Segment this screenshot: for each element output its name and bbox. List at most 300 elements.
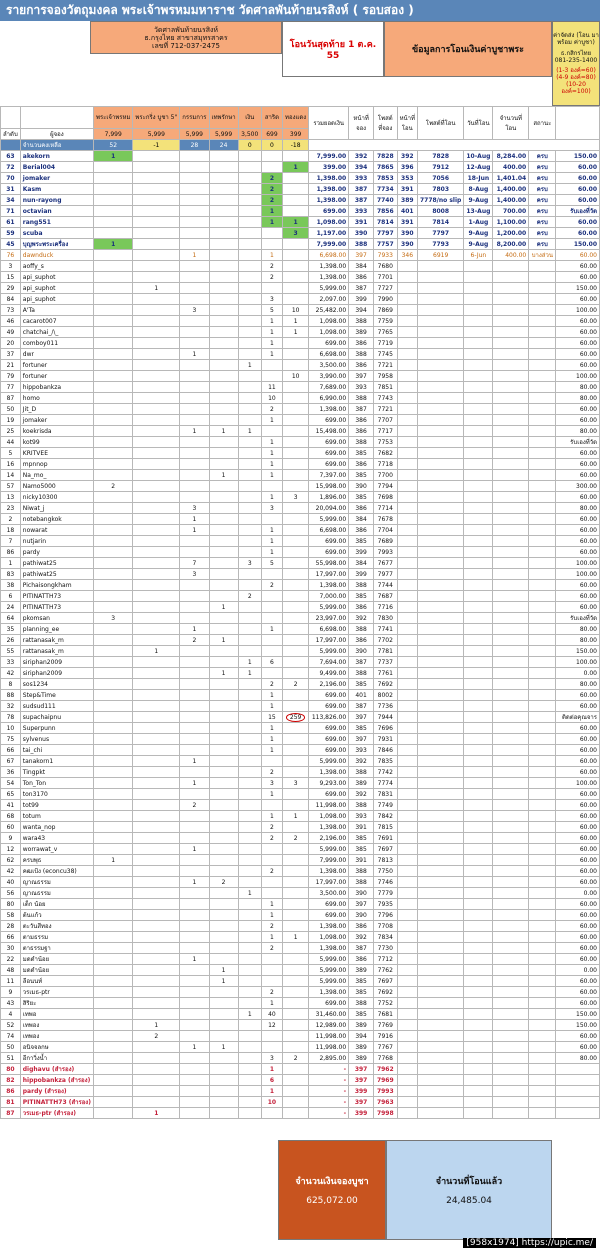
transfer-post	[417, 1108, 463, 1119]
quantity-cell: 2	[283, 679, 309, 690]
row-number: 84	[1, 294, 21, 305]
product-remaining: 52	[93, 140, 132, 151]
quantity-cell	[93, 184, 132, 195]
booker-name: pathiwat25	[20, 569, 93, 580]
booking-page: 397	[349, 371, 374, 382]
booking-page: 387	[349, 184, 374, 195]
shipping-fee: ติดต่อคุณจาร	[556, 712, 600, 723]
quantity-cell	[283, 800, 309, 811]
booker-name: notebangkok	[20, 514, 93, 525]
quantity-cell	[238, 151, 261, 162]
booker-name: Superpunn	[20, 723, 93, 734]
transfer-status	[529, 492, 556, 503]
transfer-amount	[493, 404, 529, 415]
row-number: 45	[1, 239, 21, 250]
total-amount: 699.00	[309, 734, 349, 745]
quantity-cell: 2	[261, 921, 282, 932]
transfer-page	[397, 591, 417, 602]
transfer-page	[397, 558, 417, 569]
quantity-cell	[283, 448, 309, 459]
shipping-fee: 100.00	[556, 305, 600, 316]
transfer-status	[529, 954, 556, 965]
table-row	[1, 261, 600, 272]
transfer-page	[397, 844, 417, 855]
transfer-status	[529, 723, 556, 734]
quantity-cell	[238, 899, 261, 910]
quantity-cell: 2	[180, 635, 209, 646]
quantity-cell	[180, 1064, 209, 1075]
quantity-cell	[209, 1053, 238, 1064]
shipping-fee: 60.00	[556, 327, 600, 338]
transfer-post	[417, 866, 463, 877]
booking-post: 7708	[374, 921, 398, 932]
transfer-post	[417, 283, 463, 294]
row-number: 25	[1, 426, 21, 437]
booker-name: sylvenus	[20, 734, 93, 745]
quantity-cell	[133, 767, 180, 778]
transfer-post	[417, 723, 463, 734]
quantity-cell	[180, 404, 209, 415]
quantity-cell: 2	[261, 173, 282, 184]
quantity-cell	[283, 690, 309, 701]
transferred-value: 24,485.04	[446, 1196, 492, 1206]
transfer-status	[529, 404, 556, 415]
transfer-status: ครบ	[529, 184, 556, 195]
transfer-status	[529, 613, 556, 624]
quantity-cell	[209, 591, 238, 602]
booking-page: 387	[349, 195, 374, 206]
booker-name: ญาณธรรม	[20, 888, 93, 899]
quantity-cell	[180, 360, 209, 371]
quantity-cell	[133, 965, 180, 976]
booker-name: เทพอง	[20, 1020, 93, 1031]
transfer-amount	[493, 514, 529, 525]
booking-page: 390	[349, 646, 374, 657]
transfer-date	[464, 327, 493, 338]
row-number: 88	[1, 690, 21, 701]
transfer-date	[464, 844, 493, 855]
quantity-cell	[93, 1031, 132, 1042]
quantity-cell	[209, 338, 238, 349]
booker-name: Tingpkt	[20, 767, 93, 778]
total-amount: 1,398.00	[309, 173, 349, 184]
transfer-post	[417, 404, 463, 415]
shipping-fee: 100.00	[556, 558, 600, 569]
booking-page: 394	[349, 162, 374, 173]
transfer-status	[529, 987, 556, 998]
booking-page: 397	[349, 1064, 374, 1075]
transfer-status	[529, 283, 556, 294]
booking-post: 7963	[374, 1097, 398, 1108]
quantity-cell	[180, 855, 209, 866]
booker-name: octavian	[20, 206, 93, 217]
quantity-cell	[209, 261, 238, 272]
shipping-fee: 60.00	[556, 899, 600, 910]
quantity-cell	[180, 415, 209, 426]
row-number: 87	[1, 1108, 21, 1119]
table-row	[1, 668, 600, 679]
transfer-date	[464, 547, 493, 558]
quantity-cell	[180, 327, 209, 338]
product-name: สาริด	[261, 107, 282, 129]
transfer-amount	[493, 1086, 529, 1097]
quantity-cell	[238, 1097, 261, 1108]
quantity-cell	[180, 987, 209, 998]
booking-post: 7707	[374, 415, 398, 426]
table-row	[1, 459, 600, 470]
shipping-fee: 80.00	[556, 635, 600, 646]
booking-post: 7697	[374, 844, 398, 855]
shipping-fee: 60.00	[556, 162, 600, 173]
quantity-cell	[261, 162, 282, 173]
quantity-cell	[209, 1064, 238, 1075]
booking-page: 388	[349, 580, 374, 591]
quantity-cell	[283, 734, 309, 745]
quantity-cell	[261, 371, 282, 382]
quantity-cell	[93, 712, 132, 723]
table-row	[1, 580, 600, 591]
quantity-cell	[283, 910, 309, 921]
booking-post: 7869	[374, 305, 398, 316]
row-number: 50	[1, 404, 21, 415]
quantity-cell	[238, 580, 261, 591]
transfer-date	[464, 613, 493, 624]
booker-name: เทพอง	[20, 1031, 93, 1042]
shipping-fee: 60.00	[556, 877, 600, 888]
quantity-cell	[238, 305, 261, 316]
quantity-cell	[93, 833, 132, 844]
table-row	[1, 954, 600, 965]
booker-name: ต้นแก้ว	[20, 910, 93, 921]
table-row	[1, 404, 600, 415]
quantity-cell	[283, 602, 309, 613]
quantity-cell	[238, 327, 261, 338]
transfer-status	[529, 338, 556, 349]
shipping-fee: 60.00	[556, 756, 600, 767]
quantity-cell	[180, 833, 209, 844]
total-amount: 6,698.00	[309, 525, 349, 536]
booking-post: 7958	[374, 371, 398, 382]
quantity-cell	[209, 690, 238, 701]
quantity-cell	[209, 360, 238, 371]
quantity-cell	[133, 327, 180, 338]
row-number: 36	[1, 767, 21, 778]
booker-name: planning_ee	[20, 624, 93, 635]
row-number: 16	[1, 459, 21, 470]
table-row	[1, 932, 600, 943]
quantity-cell	[180, 591, 209, 602]
transfer-amount: 1,400.00	[493, 195, 529, 206]
row-number: 33	[1, 657, 21, 668]
transfer-date	[464, 261, 493, 272]
transfer-post	[417, 316, 463, 327]
quantity-cell: 1	[261, 316, 282, 327]
quantity-cell	[93, 811, 132, 822]
row-number: 71	[1, 206, 21, 217]
table-row	[1, 316, 600, 327]
booking-page: 385	[349, 470, 374, 481]
transfer-post	[417, 701, 463, 712]
product-price: 7,999	[93, 129, 132, 140]
quantity-cell	[133, 382, 180, 393]
transfer-date	[464, 448, 493, 459]
transfer-amount	[493, 415, 529, 426]
transfer-page	[397, 349, 417, 360]
quantity-cell	[93, 173, 132, 184]
quantity-cell	[133, 206, 180, 217]
transfer-date	[464, 371, 493, 382]
table-row	[1, 1053, 600, 1064]
transfer-post	[417, 470, 463, 481]
row-number: 4	[1, 1009, 21, 1020]
booking-post: 7933	[374, 250, 398, 261]
transfer-amount	[493, 591, 529, 602]
quantity-cell: 1	[133, 283, 180, 294]
product-remaining: 28	[180, 140, 209, 151]
shipping-fee: 60.00	[556, 734, 600, 745]
quantity-cell	[209, 173, 238, 184]
transfer-date	[464, 778, 493, 789]
transfer-amount	[493, 536, 529, 547]
total-amount: 699.00	[309, 899, 349, 910]
transfer-amount	[493, 470, 529, 481]
quantity-cell: 1	[209, 668, 238, 679]
quantity-cell	[238, 624, 261, 635]
booking-page: 399	[349, 569, 374, 580]
transfer-date	[464, 1086, 493, 1097]
transfer-status	[529, 899, 556, 910]
row-number: 52	[1, 1020, 21, 1031]
row-number: 23	[1, 503, 21, 514]
shipping-fee: 60.00	[556, 525, 600, 536]
table-row	[1, 481, 600, 492]
transfer-date	[464, 624, 493, 635]
table-row	[1, 976, 600, 987]
quantity-cell	[209, 1020, 238, 1031]
booking-post: 7744	[374, 580, 398, 591]
quantity-cell: 2	[261, 833, 282, 844]
transfer-date	[464, 635, 493, 646]
transfer-date	[464, 822, 493, 833]
row-number: 65	[1, 789, 21, 800]
quantity-cell	[283, 151, 309, 162]
quantity-cell	[283, 767, 309, 778]
transfer-page	[397, 1097, 417, 1108]
transfer-post: 7056	[417, 173, 463, 184]
transfer-post	[417, 877, 463, 888]
quantity-cell	[93, 415, 132, 426]
total-amount: 1,398.00	[309, 767, 349, 778]
booking-page: 385	[349, 679, 374, 690]
quantity-cell	[283, 481, 309, 492]
transfer-amount	[493, 943, 529, 954]
quantity-cell	[180, 1031, 209, 1042]
booking-page: 392	[349, 613, 374, 624]
total-box	[278, 1140, 386, 1240]
transfer-amount	[493, 921, 529, 932]
row-number: 26	[1, 635, 21, 646]
quantity-cell	[261, 965, 282, 976]
quantity-cell	[93, 1042, 132, 1053]
transfer-page: 390	[397, 228, 417, 239]
quantity-cell	[238, 514, 261, 525]
quantity-cell	[180, 239, 209, 250]
table-row	[1, 228, 600, 239]
shipping-fee: 60.00	[556, 822, 600, 833]
quantity-cell	[209, 888, 238, 899]
quantity-cell	[238, 173, 261, 184]
booking-post: 7752	[374, 998, 398, 1009]
transfer-amount	[493, 580, 529, 591]
total-amount: 399.00	[309, 162, 349, 173]
table-row	[1, 833, 600, 844]
booker-name: ตะวันสีทอง	[20, 921, 93, 932]
quantity-cell	[238, 745, 261, 756]
booking-page: 384	[349, 261, 374, 272]
row-number: 41	[1, 800, 21, 811]
row-number: 38	[1, 580, 21, 591]
product-price: 5,999	[180, 129, 209, 140]
booker-name: rang551	[20, 217, 93, 228]
quantity-cell: 1	[261, 536, 282, 547]
quantity-cell: 12	[261, 1020, 282, 1031]
row-number: 76	[1, 250, 21, 261]
booking-post: 7691	[374, 833, 398, 844]
quantity-cell: 1	[180, 514, 209, 525]
booker-name: KRITVEE	[20, 448, 93, 459]
quantity-cell	[283, 943, 309, 954]
transfer-post	[417, 679, 463, 690]
shipping-fee: 80.00	[556, 624, 600, 635]
quantity-cell	[209, 921, 238, 932]
booking-post: 7796	[374, 910, 398, 921]
booker-name: jomaker	[20, 415, 93, 426]
quantity-cell	[238, 415, 261, 426]
shipping-fee: 60.00	[556, 514, 600, 525]
quantity-cell: 1	[261, 459, 282, 470]
table-row	[1, 679, 600, 690]
transfer-page	[397, 360, 417, 371]
quantity-cell: 1	[180, 250, 209, 261]
booking-page: 386	[349, 954, 374, 965]
shipping-fee: 60.00	[556, 448, 600, 459]
product-remaining: -1	[133, 140, 180, 151]
transfer-status: ครบ	[529, 206, 556, 217]
transfer-post	[417, 503, 463, 514]
transfer-date	[464, 459, 493, 470]
booker-name: Ton_Ton	[20, 778, 93, 789]
table-row	[1, 602, 600, 613]
shipping-fee: 60.00	[556, 349, 600, 360]
transfer-status: ครบ	[529, 217, 556, 228]
quantity-cell: 2	[209, 877, 238, 888]
total-amount: 25,482.00	[309, 305, 349, 316]
quantity-cell	[133, 668, 180, 679]
row-number: 29	[1, 283, 21, 294]
booking-page: 389	[349, 778, 374, 789]
transfer-amount	[493, 1031, 529, 1042]
transfer-amount	[493, 646, 529, 657]
quantity-cell: 3	[180, 305, 209, 316]
quantity-cell	[93, 943, 132, 954]
quantity-cell: 1	[238, 657, 261, 668]
transfer-post	[417, 921, 463, 932]
quantity-cell	[238, 349, 261, 360]
quantity-cell	[180, 602, 209, 613]
quantity-cell: 3	[283, 778, 309, 789]
booking-page: 386	[349, 272, 374, 283]
quantity-cell: 1	[283, 316, 309, 327]
quantity-cell	[209, 415, 238, 426]
transfer-page	[397, 943, 417, 954]
booking-post: 7696	[374, 723, 398, 734]
table-row	[1, 492, 600, 503]
total-amount: 5,999.00	[309, 844, 349, 855]
transfer-post	[417, 459, 463, 470]
quantity-cell: 2	[261, 987, 282, 998]
quantity-cell: 2	[261, 679, 282, 690]
booking-post: 7678	[374, 514, 398, 525]
booking-post: 7700	[374, 470, 398, 481]
quantity-cell	[180, 921, 209, 932]
booker-name: Pichaisongkham	[20, 580, 93, 591]
quantity-cell	[283, 613, 309, 624]
transfer-page	[397, 536, 417, 547]
table-row	[1, 415, 600, 426]
quantity-cell: 1	[261, 525, 282, 536]
quantity-cell	[238, 217, 261, 228]
transfer-status	[529, 294, 556, 305]
table-row	[1, 756, 600, 767]
transfer-status	[529, 811, 556, 822]
quantity-cell	[93, 316, 132, 327]
total-amount: 699.00	[309, 338, 349, 349]
quantity-cell	[133, 184, 180, 195]
quantity-cell	[180, 536, 209, 547]
shipping-fee: 60.00	[556, 976, 600, 987]
transfer-page	[397, 767, 417, 778]
quantity-cell	[209, 646, 238, 657]
total-amount: 1,398.00	[309, 943, 349, 954]
transfer-page	[397, 305, 417, 316]
transfer-post	[417, 932, 463, 943]
transfer-date	[464, 712, 493, 723]
quantity-cell	[238, 921, 261, 932]
quantity-cell: 1	[261, 547, 282, 558]
quantity-cell	[93, 360, 132, 371]
transfer-page	[397, 811, 417, 822]
table-row	[1, 393, 600, 404]
quantity-cell	[93, 250, 132, 261]
total-amount: 6,698.00	[309, 349, 349, 360]
transfer-page	[397, 261, 417, 272]
quantity-cell	[283, 745, 309, 756]
shipping-fee: 60.00	[556, 316, 600, 327]
quantity-cell	[261, 360, 282, 371]
transfer-status	[529, 393, 556, 404]
transfer-amount	[493, 811, 529, 822]
quantity-cell	[93, 514, 132, 525]
transfer-post	[417, 1064, 463, 1075]
booking-page: 393	[349, 382, 374, 393]
booking-page: 388	[349, 349, 374, 360]
product-name: เทพรักษา	[209, 107, 238, 129]
transfer-status	[529, 415, 556, 426]
transfer-page: 401	[397, 206, 417, 217]
booking-page: 392	[349, 151, 374, 162]
table-row	[1, 844, 600, 855]
transfer-post	[417, 448, 463, 459]
